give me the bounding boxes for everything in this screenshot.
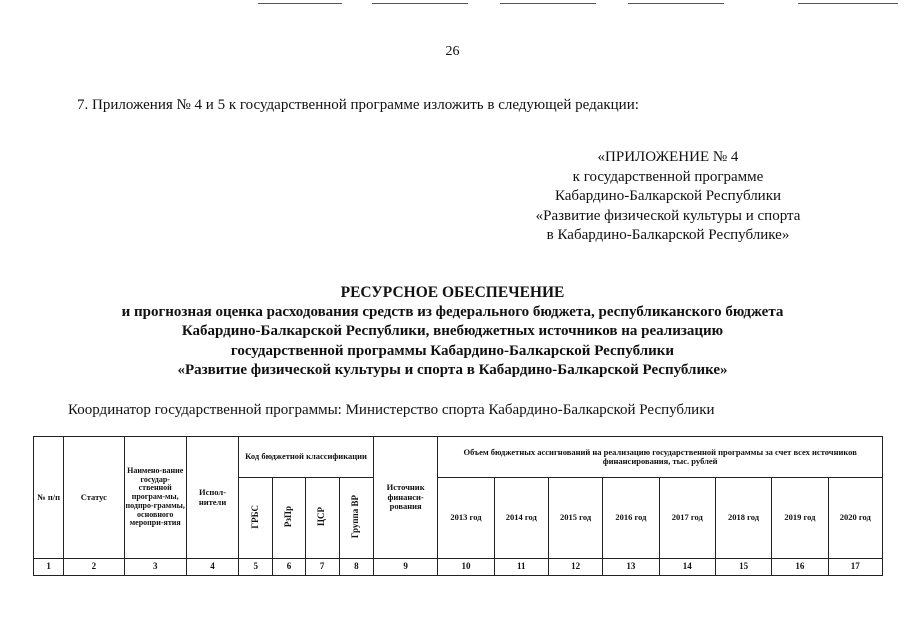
appendix-line: к государственной программе [572,168,764,185]
column-number: 16 [772,559,828,576]
header-vr [339,478,373,559]
header-year: 2014 год [494,478,548,559]
header-year: 2018 год [715,478,771,559]
header-rzpr-label: РзПр [283,506,293,528]
resource-table [33,436,883,576]
scan-artifact-line [798,3,898,4]
header-rzpr [273,478,305,559]
scan-artifact-line [500,3,596,4]
header-num: № п/п [34,437,64,559]
column-number: 6 [273,559,305,576]
column-number: 5 [239,559,273,576]
header-grbs-label: ГРБС [249,505,260,529]
header-csr-label: ЦСР [316,507,327,527]
scan-artifact-line [258,3,342,4]
column-number: 1 [34,559,64,576]
header-year: 2013 год [438,478,494,559]
header-year: 2015 год [548,478,602,559]
header-year: 2016 год [603,478,659,559]
column-number: 14 [659,559,715,576]
column-number: 13 [603,559,659,576]
document-heading [0,283,905,381]
coordinator-line: Координатор государственной программы: Министерство спорта Кабардино-Балкарской Республики [68,402,715,418]
header-year: 2017 год [659,478,715,559]
header-year: 2020 год [828,478,882,559]
page-number: 26 [445,44,460,59]
header-vr-label: Группа ВР [350,495,361,539]
header-name: Наимено-вание государ-ственной програм-мы, подпро-граммы, основного меропри-ятия [124,437,186,559]
heading-line: государственной программы Кабардино-Балкарской Республики [230,342,675,359]
appendix-caption [508,148,828,246]
header-budget-code: Код бюджетной классификации [239,437,374,478]
column-number: 3 [124,559,186,576]
column-number: 10 [438,559,494,576]
header-source: Источник финанси-рования [373,437,437,559]
heading-title: РЕСУРСНОЕ ОБЕСПЕЧЕНИЕ [340,284,565,301]
column-number: 9 [373,559,437,576]
scan-artifact-line [628,3,724,4]
header-year: 2019 год [772,478,828,559]
column-number: 8 [339,559,373,576]
appendix-line: Кабардино-Балкарской Республики [554,188,782,204]
heading-line: «Развитие физической культуры и спорта в Кабардино-Балкарской Республике» [177,362,728,378]
column-number-row [34,559,883,576]
column-number: 12 [548,559,602,576]
heading-line: и прогнозная оценка расходования средств из федерального бюджета, республиканского бюджета [121,303,784,320]
heading-line: Кабардино-Балкарской Республики, внебюджетных источников на реализацию [181,323,724,339]
column-number: 17 [828,559,882,576]
header-status: Статус [64,437,124,559]
header-volume: Объем бюджетных ассигнований на реализацию государственной программы за счет всех источников финансирования, тыс. рублей [438,437,883,478]
header-grbs [239,478,273,559]
appendix-line: «Развитие физической культуры и спорта [535,207,801,224]
header-executors: Испол-нители [186,437,238,559]
appendix-line: в Кабардино-Балкарской Республике» [546,227,790,243]
header-csr [305,478,339,559]
appendix-line: «ПРИЛОЖЕНИЕ № 4 [597,149,739,165]
column-number: 2 [64,559,124,576]
amendment-paragraph: 7. Приложения № 4 и 5 к государственной программе изложить в следующей редакции: [77,97,639,113]
scan-artifact-line [372,3,468,4]
column-number: 15 [715,559,771,576]
column-number: 7 [305,559,339,576]
column-number: 11 [494,559,548,576]
column-number: 4 [186,559,238,576]
